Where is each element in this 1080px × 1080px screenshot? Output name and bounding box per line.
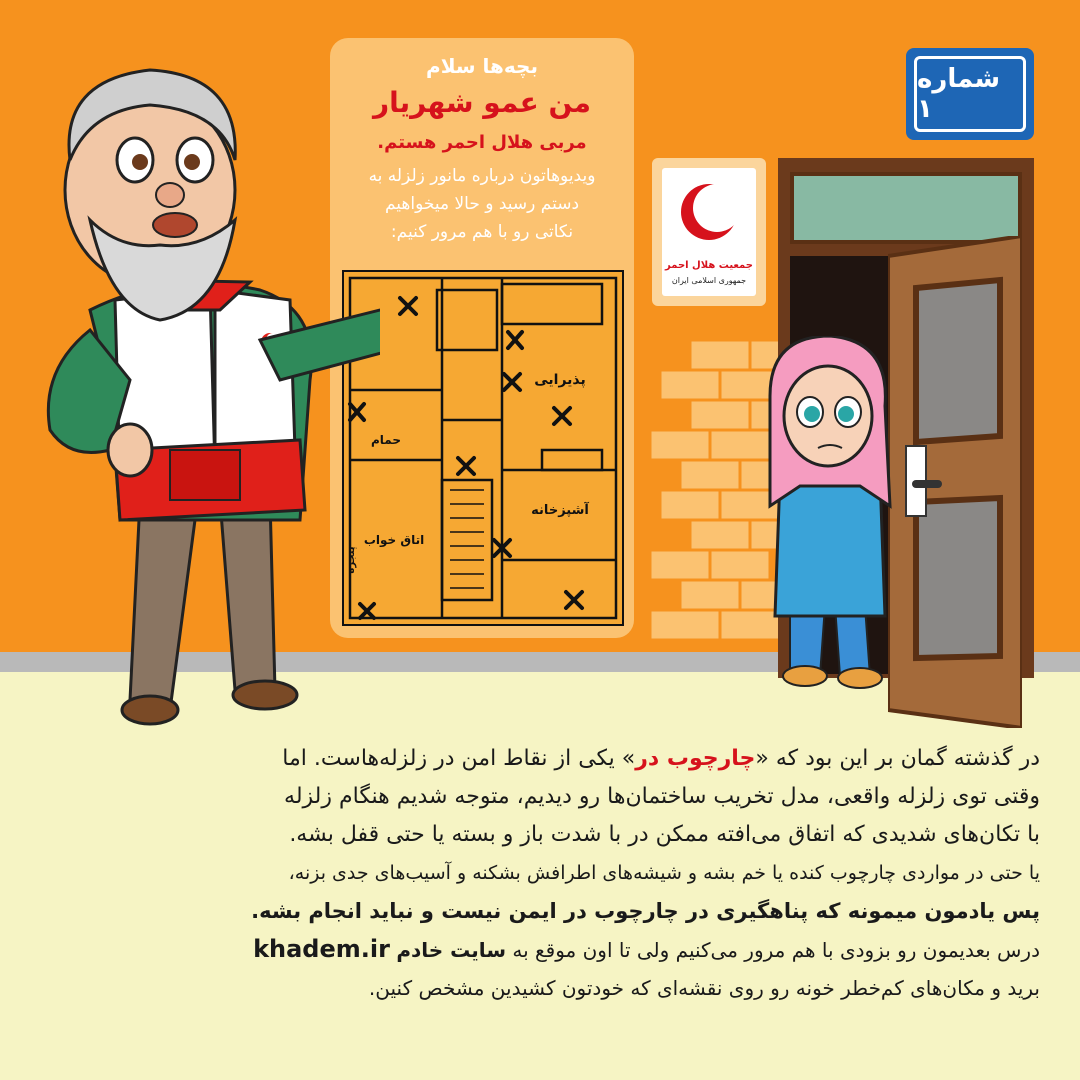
speaker-name: من عمو شهریار — [372, 86, 592, 119]
open-door — [888, 236, 1022, 728]
plan-room-reception: پذیرایی — [534, 372, 586, 388]
speech-body-line: ویدیوهاتون درباره مانور زلزله به — [368, 166, 596, 186]
transom-window — [790, 172, 1022, 244]
speaker-role: مربی هلال احمر هستم. — [377, 132, 587, 153]
episode-badge-label: شماره ۱ — [914, 56, 1026, 132]
floor-plan — [342, 270, 624, 626]
site-url-link[interactable]: khadem.ir — [253, 935, 390, 963]
paragraph-line-1 — [40, 740, 1040, 778]
episode-badge — [906, 48, 1034, 140]
red-crescent-country: جمهوری اسلامی ایران — [671, 276, 747, 285]
paragraph-line-4: یا حتی در مواردی چارچوب کنده یا خم بشه و شیشه‌های اطرافش بشکنه و آسیب‌های جدی بزنه، — [288, 862, 1040, 884]
door-frame-highlight: چارچوب در — [635, 746, 756, 771]
red-crescent-logo — [662, 168, 756, 296]
greeting-text: بچه‌ها سلام — [426, 54, 538, 78]
speech-body-line: نکاتی رو با هم مرور کنیم: — [390, 222, 574, 242]
safety-conclusion: پس یادمون میمونه که پناهگیری در چارچوب در ایمن نیست و نباید انجام بشه. — [251, 899, 1040, 923]
plan-room-bathroom: حمام — [371, 433, 401, 447]
paragraph-line-7: برید و مکان‌های کم‌خطر خونه رو روی نقشه‌ای که خودتون کشیدین مشخص کنین. — [368, 976, 1040, 1000]
plan-window-label: پنجره — [346, 546, 357, 574]
red-crescent-org-name: جمعیت هلال احمر — [665, 260, 753, 271]
p1-before: در گذشته گمان بر این بود که « — [755, 746, 1040, 771]
plan-room-bedroom: اتاق خواب — [363, 533, 425, 547]
p1-after: » یکی از نقاط امن در زلزله‌هاست. اما — [282, 746, 636, 771]
paragraph-line-3: با تکان‌های شدیدی که اتفاق می‌افته ممکن در با شدت باز و بسته یا حتی قفل بشه. — [289, 822, 1040, 847]
girl-character — [760, 336, 900, 696]
paragraph-line-2: وقتی توی زلزله واقعی، مدل تخریب ساختمان‌ها رو دیدیم، متوجه شدیم هنگام زلزله — [284, 784, 1040, 809]
explanation-paragraph — [40, 740, 1040, 1007]
speech-body-line: دستم رسید و حالا میخواهیم — [384, 194, 580, 214]
uncle-character — [20, 50, 380, 740]
paragraph-line-6 — [40, 930, 1040, 969]
p4-before: درس بعدیمون رو بزودی با هم مرور می‌کنیم ولی تا اون موقع به — [505, 938, 1040, 962]
red-crescent-sign — [652, 158, 766, 306]
plan-room-kitchen: آشپزخانه — [531, 503, 589, 518]
site-label: سایت خادم — [396, 938, 506, 962]
red-crescent-icon — [662, 168, 756, 258]
